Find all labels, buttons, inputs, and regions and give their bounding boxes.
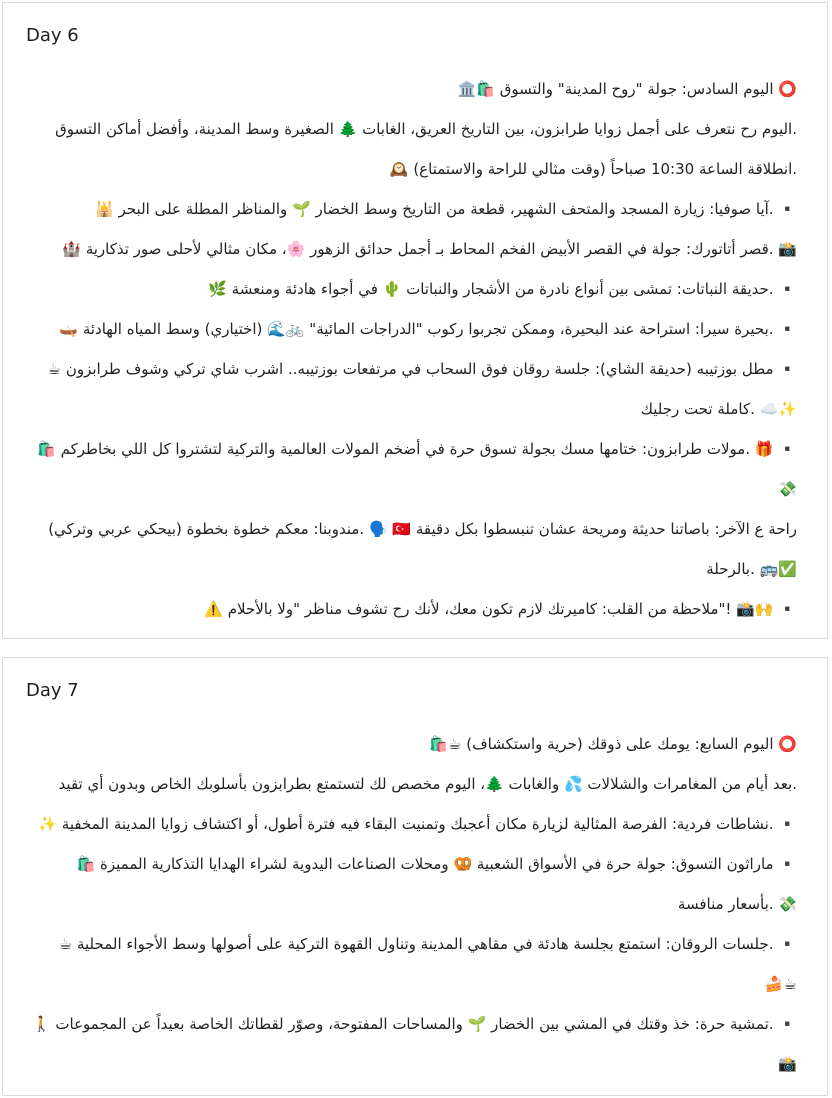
day6-item-comfort: راحة ع الآخر: باصاتنا حديثة ومريحة عشان تنبسطوا بكل دقيقة 🇹🇷 🗣️ .مندوبنا: معكم خطوة بخطوة (بيحكي عربي وتركي) <box>48 520 797 538</box>
day7-title: Day 7 <box>26 680 79 701</box>
day7-item-relax: ▪️ .جلسات الروقان: استمتع بجلسة هادئة في مقاهي المدينة وتناول القهوة التركية على أصولها وسط الأجواء المحلية ☕ <box>58 935 797 953</box>
day6-item-malls: ▪️ 🎁 .مولات طرابزون: ختامها مسك بجولة تسوق حرة في أضخم المولات العالمية والتركية لتشتروا كل اللي بخاطركم 🛍️ <box>37 440 797 458</box>
day7-intro: .بعد أيام من المغامرات والشلالات 💦 والغابات 🌲، اليوم مخصص لك لتستمتع بطرابزون بأسلوبك الخاص وبدون أي تقيد <box>58 775 797 793</box>
day6-content <box>33 69 797 629</box>
day6-item-sera-lake: ▪️ .بحيرة سيرا: استراحة عند البحيرة، وممكن تجربوا ركوب "الدراجات المائية" 🚲🌊 (اختياري) وسط المياه الهادئة 🛶 <box>59 320 797 338</box>
day7-content <box>33 724 797 1084</box>
day6-card <box>2 2 828 639</box>
day7-heading: ⭕ اليوم السابع: يومك على ذوقك (حرية واستكشاف) ☕🛍️ <box>429 735 797 753</box>
day6-item-boztepe: ▪️ مطل بوزتيبه (حديقة الشاي): جلسة روقان فوق السحاب في مرتفعات بوزتيبه.. اشرب شاي تركي وشوف طرابزون ☕ <box>47 360 797 378</box>
day7-item-shopping: ▪️ ماراثون التسوق: جولة حرة في الأسواق الشعبية 🥨 ومحلات الصناعات اليدوية لشراء الهدايا التذكارية المميزة 🛍️ <box>76 855 797 873</box>
day7-item-walk: ▪️ .تمشية حرة: خذ وقتك في المشي بين الخضار 🌱 والمساحات المفتوحة، وصوّر لقطاتك الخاصة بعيداً عن المجموعات 🚶 <box>31 1015 797 1033</box>
day6-item-comfort-cont: ✅🚌 .بالرحلة <box>706 560 797 578</box>
day6-item-boztepe-cont: ✨☁️ .كاملة تحت رجليك <box>640 400 797 418</box>
day6-heading: ⭕ اليوم السادس: جولة "روح المدينة" والتسوق 🛍️🏛️ <box>457 80 797 98</box>
day6-item-hagia-sophia: ▪️ .آيا صوفيا: زيارة المسجد والمتحف الشهير، قطعة من التاريخ وسط الخضار 🌱 والمناظر المطلة على البحر 🕌 <box>95 200 797 218</box>
day6-item-malls-cont: 💸 <box>778 480 797 498</box>
day6-item-ataturk-palace: 📸 .قصر أتاتورك: جولة في القصر الأبيض الفخم المحاط بـ أجمل حدائق الزهور 🌸، مكان مثالي لأحلى صور تذكارية 🏰 <box>62 240 797 258</box>
day7-item-shopping-cont: 💸 .بأسعار منافسة <box>677 895 797 913</box>
day6-item-botanical-garden: ▪️ .حديقة النباتات: تمشى بين أنواع نادرة من الأشجار والنباتات 🌵 في أجواء هادئة ومنعشة 🌿 <box>208 280 797 298</box>
day7-card <box>2 657 828 1096</box>
day7-item-walk-cont: 📸 <box>778 1055 797 1073</box>
day7-item-relax-cont: 🍰☕ <box>764 975 797 993</box>
day6-note: ▪️ 🙌📸 !"ملاحظة من القلب: كاميرتك لازم تكون معك، لأنك رح تشوف مناظر "ولا بالأحلام ⚠️ <box>204 600 797 618</box>
day7-item-individual: ▪️ .نشاطات فردية: الفرصة المثالية لزيارة مكان أعجبك وتمنيت البقاء فيه فترة أطول، أو اكتشاف زوايا المدينة المخفية ✨ <box>38 815 797 833</box>
day6-start-time: .انطلاقة الساعة 10:30 صباحاً (وقت مثالي للراحة والاستمتاع) 🕰️ <box>389 160 797 178</box>
day6-title: Day 6 <box>26 25 79 46</box>
day6-intro: .اليوم رح نتعرف على أجمل زوايا طرابزون، بين التاريخ العريق، الغابات 🌲 الصغيرة وسط المدينة، وأفضل أماكن التسوق <box>55 120 797 138</box>
